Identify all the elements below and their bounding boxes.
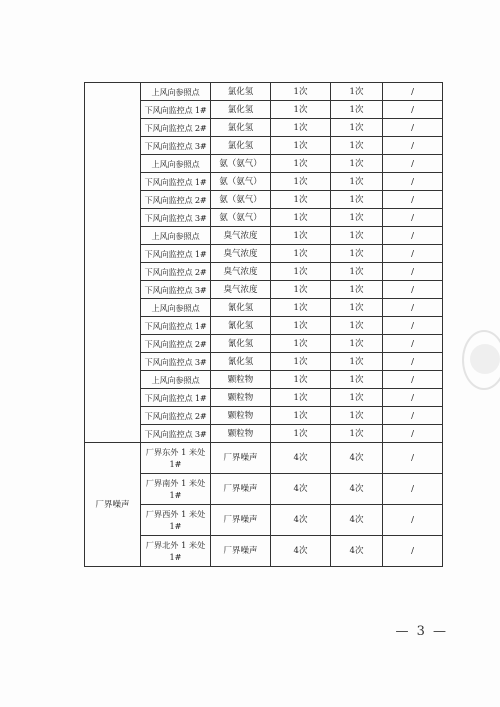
note-cell: /: [383, 101, 443, 119]
monitoring-item-cell: 臭气浓度: [211, 281, 271, 299]
frequency-cell: 1次: [271, 155, 331, 173]
monitoring-item-cell: 氨（氨气）: [211, 191, 271, 209]
frequency-cell: 1次: [331, 191, 383, 209]
monitoring-point-cell: 下风向监控点 1#: [141, 245, 211, 263]
note-cell: /: [383, 443, 443, 474]
frequency-cell: 1次: [271, 371, 331, 389]
note-cell: /: [383, 536, 443, 567]
note-cell: /: [383, 299, 443, 317]
monitoring-item-cell: 厂界噪声: [211, 443, 271, 474]
monitoring-point-cell: 下风向监控点 1#: [141, 317, 211, 335]
note-cell: /: [383, 263, 443, 281]
monitoring-point-cell: 下风向监控点 3#: [141, 137, 211, 155]
frequency-cell: 1次: [331, 335, 383, 353]
frequency-cell: 1次: [331, 173, 383, 191]
note-cell: /: [383, 83, 443, 101]
frequency-cell: 4次: [271, 505, 331, 536]
monitoring-item-cell: 厂界噪声: [211, 474, 271, 505]
page-number: — 3 —: [395, 624, 448, 639]
frequency-cell: 1次: [271, 173, 331, 191]
monitoring-item-cell: 氯化氢: [211, 137, 271, 155]
monitoring-item-cell: 氯化氢: [211, 83, 271, 101]
note-cell: /: [383, 119, 443, 137]
category-cell-air: [85, 83, 141, 443]
monitoring-point-cell: 下风向监控点 1#: [141, 389, 211, 407]
note-cell: /: [383, 335, 443, 353]
monitoring-point-cell: 厂界南外 1 米处 1#: [141, 474, 211, 505]
table-row: [85, 83, 443, 101]
frequency-cell: 1次: [271, 101, 331, 119]
monitoring-item-cell: 颗粒物: [211, 371, 271, 389]
monitoring-point-cell: 下风向监控点 3#: [141, 425, 211, 443]
frequency-cell: 1次: [331, 371, 383, 389]
note-cell: /: [383, 137, 443, 155]
frequency-cell: 1次: [271, 263, 331, 281]
frequency-cell: 1次: [271, 317, 331, 335]
monitoring-item-cell: 颗粒物: [211, 407, 271, 425]
note-cell: /: [383, 227, 443, 245]
note-cell: /: [383, 353, 443, 371]
monitoring-point-cell: 下风向监控点 3#: [141, 353, 211, 371]
monitoring-point-cell: 上风向参照点: [141, 155, 211, 173]
monitoring-item-cell: 颗粒物: [211, 389, 271, 407]
note-cell: /: [383, 371, 443, 389]
monitoring-item-cell: 臭气浓度: [211, 245, 271, 263]
frequency-cell: 1次: [331, 425, 383, 443]
monitoring-point-cell: 下风向监控点 2#: [141, 119, 211, 137]
monitoring-item-cell: 氯化氢: [211, 101, 271, 119]
frequency-cell: 1次: [271, 425, 331, 443]
monitoring-table: [84, 82, 443, 567]
monitoring-item-cell: 氨（氨气）: [211, 209, 271, 227]
frequency-cell: 1次: [271, 335, 331, 353]
monitoring-item-cell: 氰化氢: [211, 299, 271, 317]
frequency-cell: 4次: [331, 505, 383, 536]
frequency-cell: 1次: [331, 245, 383, 263]
monitoring-item-cell: 臭气浓度: [211, 227, 271, 245]
frequency-cell: 1次: [271, 83, 331, 101]
monitoring-point-cell: 厂界北外 1 米处 1#: [141, 536, 211, 567]
frequency-cell: 4次: [331, 443, 383, 474]
frequency-cell: 1次: [331, 155, 383, 173]
note-cell: /: [383, 407, 443, 425]
monitoring-point-cell: 厂界西外 1 米处 1#: [141, 505, 211, 536]
note-cell: /: [383, 281, 443, 299]
frequency-cell: 4次: [271, 536, 331, 567]
frequency-cell: 1次: [331, 407, 383, 425]
note-cell: /: [383, 425, 443, 443]
category-cell-noise: 厂界噪声: [85, 443, 141, 567]
monitoring-point-cell: 上风向参照点: [141, 227, 211, 245]
monitoring-point-cell: 上风向参照点: [141, 371, 211, 389]
frequency-cell: 1次: [331, 299, 383, 317]
note-cell: /: [383, 474, 443, 505]
note-cell: /: [383, 155, 443, 173]
frequency-cell: 4次: [331, 474, 383, 505]
frequency-cell: 1次: [331, 137, 383, 155]
monitoring-point-cell: 下风向监控点 2#: [141, 407, 211, 425]
note-cell: /: [383, 173, 443, 191]
frequency-cell: 1次: [271, 407, 331, 425]
monitoring-point-cell: 下风向监控点 3#: [141, 281, 211, 299]
note-cell: /: [383, 245, 443, 263]
monitoring-item-cell: 氨（氨气）: [211, 155, 271, 173]
monitoring-point-cell: 下风向监控点 2#: [141, 335, 211, 353]
frequency-cell: 1次: [331, 317, 383, 335]
frequency-cell: 1次: [331, 389, 383, 407]
monitoring-point-cell: 上风向参照点: [141, 299, 211, 317]
seal-stamp: [462, 330, 500, 390]
frequency-cell: 1次: [331, 83, 383, 101]
frequency-cell: 1次: [331, 227, 383, 245]
frequency-cell: 1次: [331, 119, 383, 137]
frequency-cell: 1次: [331, 263, 383, 281]
note-cell: /: [383, 505, 443, 536]
monitoring-point-cell: 下风向监控点 1#: [141, 173, 211, 191]
frequency-cell: 4次: [271, 443, 331, 474]
table-row: [85, 443, 443, 474]
frequency-cell: 1次: [271, 119, 331, 137]
frequency-cell: 1次: [271, 191, 331, 209]
note-cell: /: [383, 191, 443, 209]
frequency-cell: 1次: [271, 389, 331, 407]
note-cell: /: [383, 389, 443, 407]
frequency-cell: 4次: [271, 474, 331, 505]
note-cell: /: [383, 317, 443, 335]
note-cell: /: [383, 209, 443, 227]
frequency-cell: 1次: [271, 209, 331, 227]
frequency-cell: 1次: [331, 101, 383, 119]
monitoring-table-body: [85, 83, 443, 567]
monitoring-point-cell: 下风向监控点 2#: [141, 191, 211, 209]
monitoring-point-cell: 厂界东外 1 米处 1#: [141, 443, 211, 474]
monitoring-item-cell: 氰化氢: [211, 335, 271, 353]
frequency-cell: 1次: [271, 353, 331, 371]
frequency-cell: 1次: [271, 227, 331, 245]
monitoring-point-cell: 下风向监控点 2#: [141, 263, 211, 281]
frequency-cell: 1次: [331, 353, 383, 371]
monitoring-item-cell: 氰化氢: [211, 317, 271, 335]
monitoring-point-cell: 下风向监控点 1#: [141, 101, 211, 119]
frequency-cell: 1次: [271, 137, 331, 155]
monitoring-point-cell: 下风向监控点 3#: [141, 209, 211, 227]
monitoring-item-cell: 臭气浓度: [211, 263, 271, 281]
monitoring-item-cell: 颗粒物: [211, 425, 271, 443]
monitoring-item-cell: 氨（氨气）: [211, 173, 271, 191]
frequency-cell: 4次: [331, 536, 383, 567]
frequency-cell: 1次: [331, 281, 383, 299]
frequency-cell: 1次: [271, 245, 331, 263]
monitoring-item-cell: 氰化氢: [211, 353, 271, 371]
frequency-cell: 1次: [271, 299, 331, 317]
monitoring-item-cell: 氯化氢: [211, 119, 271, 137]
frequency-cell: 1次: [331, 209, 383, 227]
monitoring-point-cell: 上风向参照点: [141, 83, 211, 101]
monitoring-item-cell: 厂界噪声: [211, 505, 271, 536]
monitoring-item-cell: 厂界噪声: [211, 536, 271, 567]
frequency-cell: 1次: [271, 281, 331, 299]
